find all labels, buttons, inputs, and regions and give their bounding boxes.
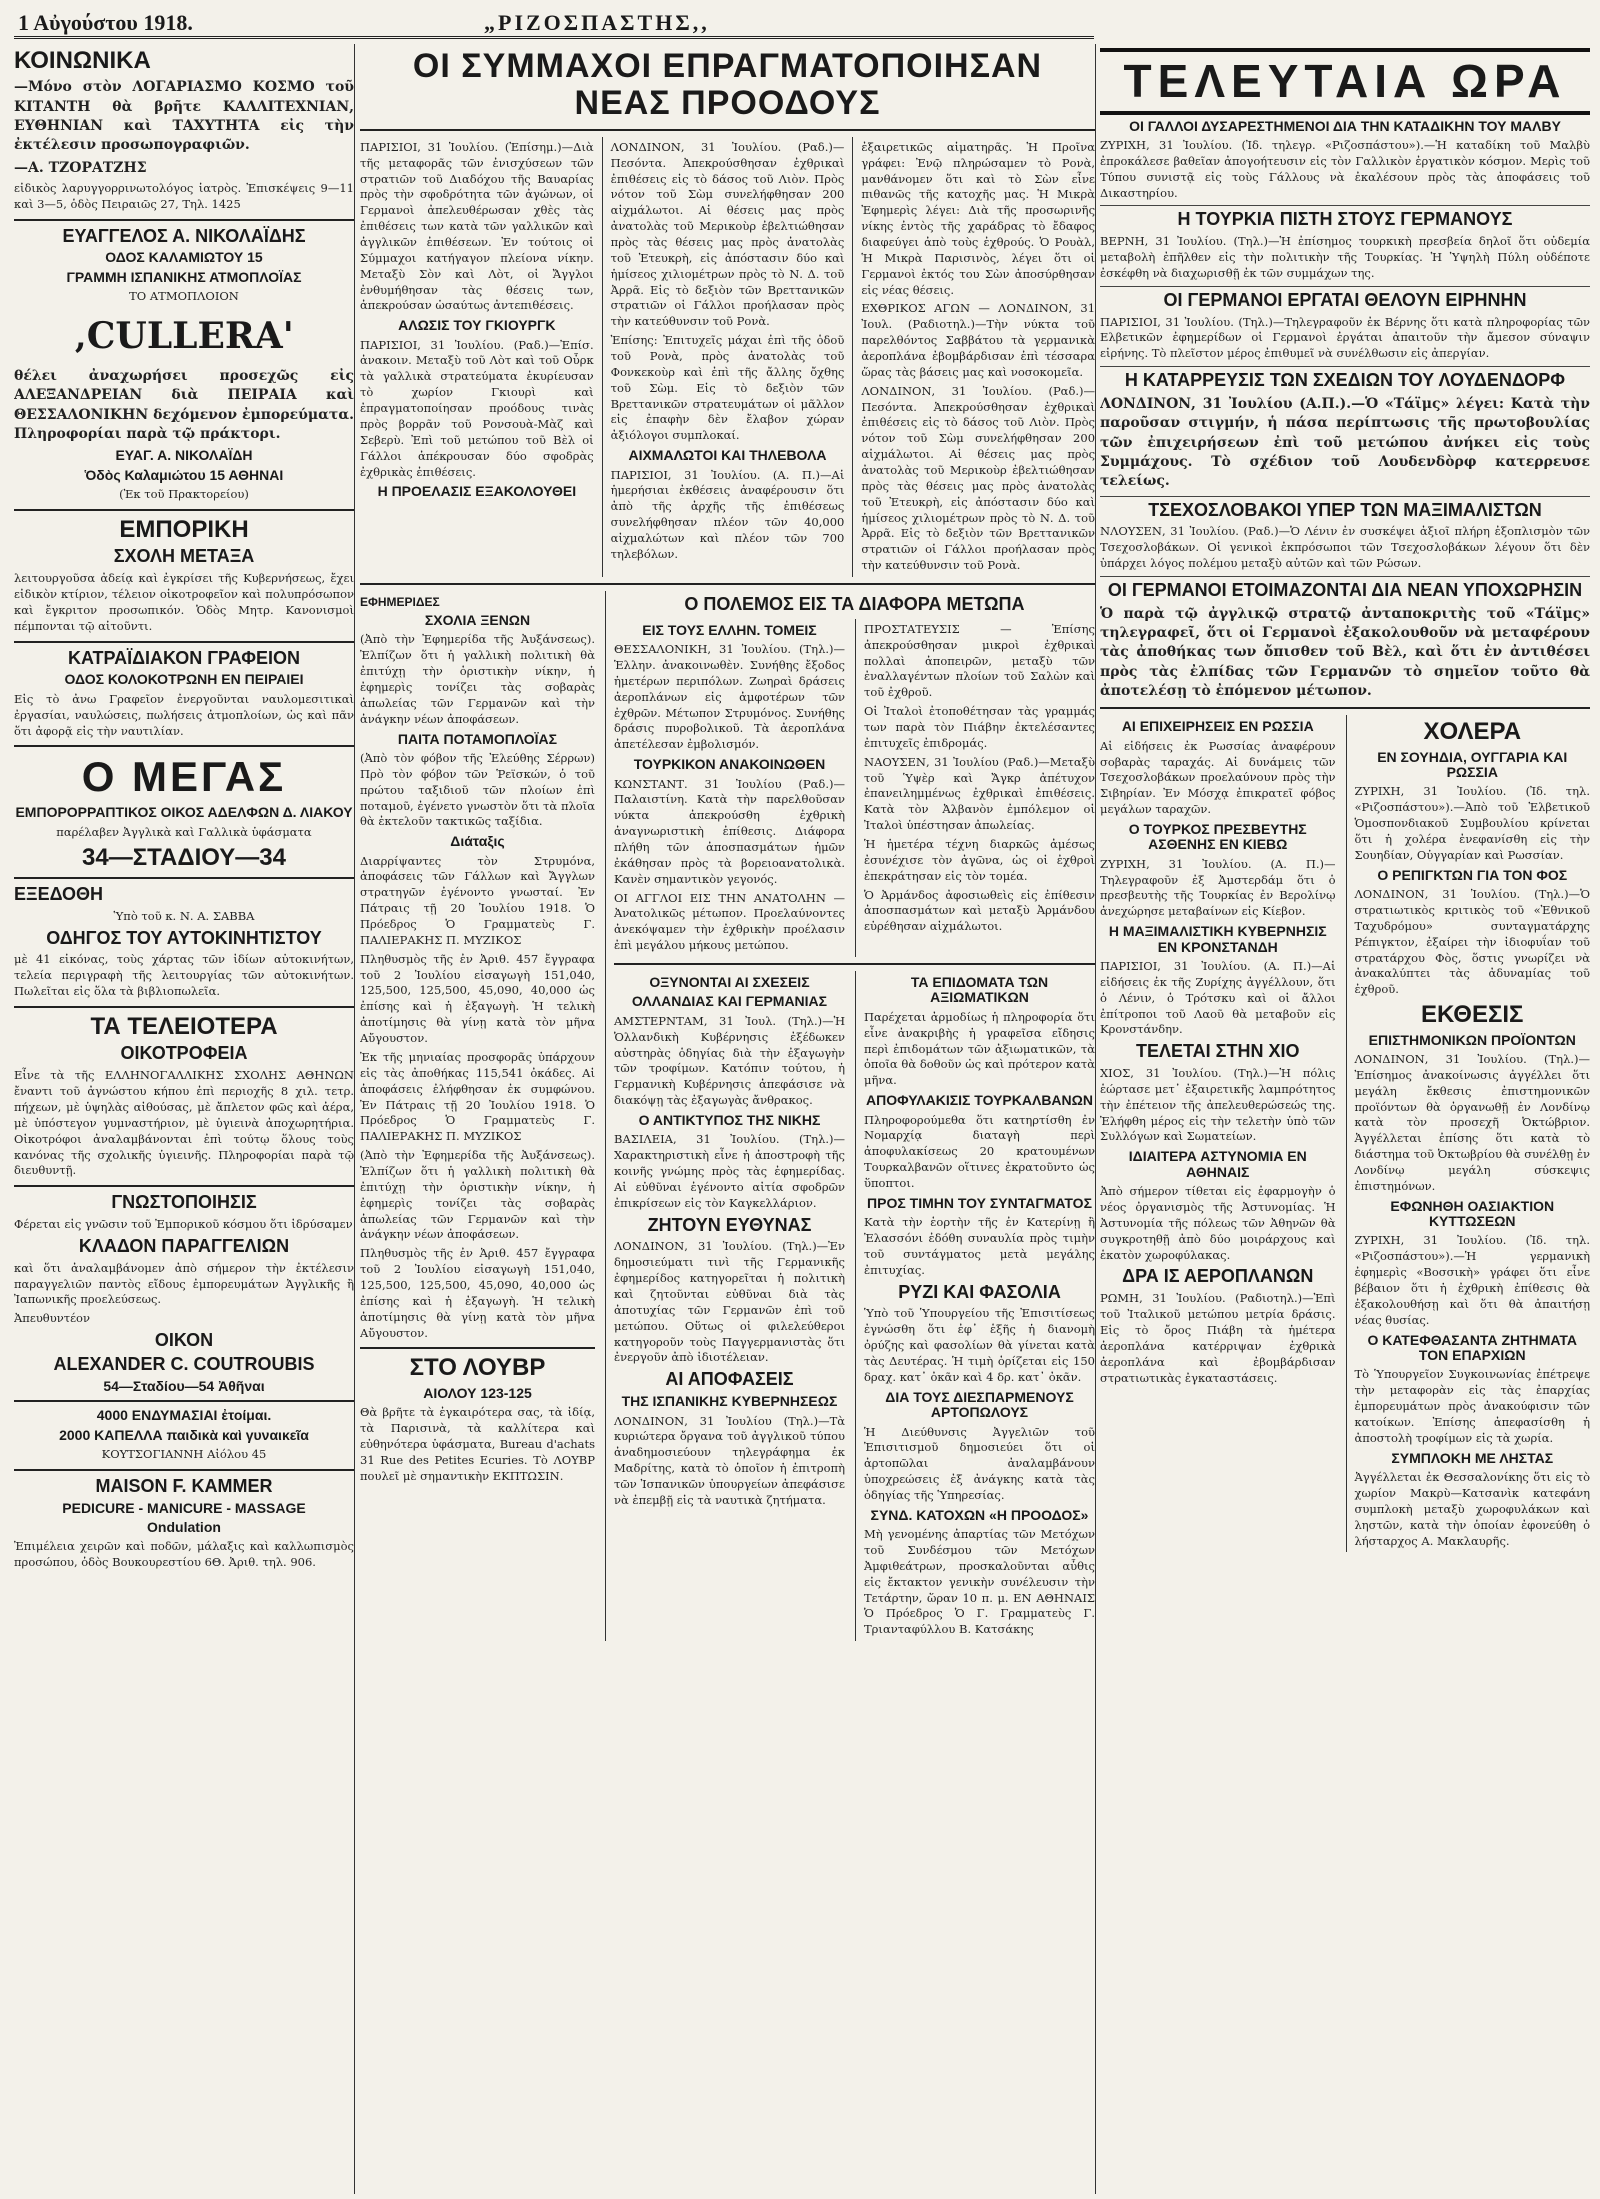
story-paragraph: ΖΥΡΙΧΗ, 31 Ἰουλίου. (Ἰδ. τηλ. «Ριζοσπάστου»).—Ἀπὸ τοῦ Ἑλβετικοῦ Ὁμοσπονδιακοῦ Συμβουλίου κρίνεται ὅτι ἡ χολέρα ἐνεφανίσθη εἰς τὴν Σουηδίαν, Οὐγγαρίαν καὶ Ρωσσίαν. — [1354, 784, 1590, 862]
divider — [14, 641, 354, 643]
top-story-columns — [360, 137, 1095, 577]
story-paragraph: ΛΟΝΔΙΝΟΝ, 31 Ἰουλίου. (Τηλ.)—Ἐπίσημος ἀνακοίνωσις ἀγγέλλει ὅτι μεγάλη ἔκθεσις ἐπιστημονικῶν προϊόντων θὰ ὀργανωθῇ ἐν Λονδίνῳ κατὰ τὸν προσεχῆ Ὀκτώβριον. Ἀγγέλλεται ἐπίσης ὅτι κατὰ τὸ διάστημα τοῦ Ὀκτωβρίου θὰ συνέλθῃ ἐν Λονδίνῳ μεγάλη σύσκεψις ἐπιστημόνων. — [1354, 1051, 1590, 1193]
divider — [360, 583, 1095, 585]
story-headline: ΖΗΤΟΥΝ ΕΥΘΥΝΑΣ — [647, 1214, 812, 1235]
story-headline: ΠΡΟΣ ΤΙΜΗΝ ΤΟΥ ΣΥΝΤΑΓΜΑΤΟΣ — [867, 1194, 1092, 1211]
story-paragraph: Κατὰ τὴν ἑορτὴν τῆς ἐν Κατερίνῃ ἢ Ἐλασσόνι ἐδόθη συναυλία πρὸς τιμὴν τοῦ συντάγματος μετὰ μεγάλης ἐπιτυχίας. — [864, 1215, 1095, 1277]
issue-date: 1 Αὐγούστου 1918. — [18, 10, 193, 35]
ad-gnost-text: Φέρεται εἰς γνῶσιν τοῦ Ἐμπορικοῦ κόσμου ὅτι ἱδρύσαμεν — [14, 1217, 353, 1232]
ad-telef-title: ΤΑ ΤΕΛΕΙΟΤΕΡΑ — [90, 1013, 278, 1041]
ad-ekdosi-text: μὲ 41 εἰκόνας, τοὺς χάρτας τῶν ἰδίων αὐτοκινήτων, τελεία περιγραφὴ τῆς λειτουργίας τῶν αὐτοκινήτων. Πωλεῖται εἰς ὅλα τὰ βιβλιοπωλεῖα. — [14, 952, 354, 999]
story-headline: Ο ΚΑΤΕΦΘΑΣΑΝΤΑ ΖΗΤΗΜΑΤΑ ΤΟΝ ΕΠΑΡΧΙΩΝ — [1367, 1331, 1578, 1363]
story-headline: ΑΠΟΦΥΛΑΚΙΣΙΣ ΤΟΥΡΚΑΛΒΑΝΩΝ — [865, 1092, 1093, 1109]
ad-school-text: λειτουργοῦσα ἀδείᾳ καὶ ἐγκρίσει τῆς Κυβερνήσεως, ἔχει εἰδικὸν κτίριον, τέλειον οἰκοτροφεῖον καὶ πολυπρόσωπον καὶ ἔγκριτον προσωπικόν. Ὁδὸς Μητρ. Κανονισμοὶ πέμπονται τῷ αἰτοῦντι. — [14, 571, 354, 633]
story-paragraph: ΘΕΣΣΑΛΟΝΙΚΗ, 31 Ἰουλίου. (Τηλ.)—Ἑλλην. ἀνακοινωθὲν. Συνήθης ἔξοδος ἡμετέρων περιπόλων. Ζωηραὶ δράσεις ἀεροπλάνων εἰς ἀμφοτέρων τῶν ἐχθρῶν. Μέτωπον Στρυμόνος. Συνήθης δράσις πυροβολικοῦ. Τὰ ἀεροπλάνα ἀπετέλεσαν ἐμβολισμόν. — [614, 642, 845, 752]
story-paragraph: ΕΧΘΡΙΚΟΣ ΑΓΩΝ — ΛΟΝΔΙΝΟΝ, 31 Ἰουλ. (Ραδιοτηλ.)—Τὴν νύκτα τοῦ παρελθόντος Σαββάτου τὰ γερμανικὰ ἀεροπλάνα ἐβομβάρδισαν ἐπὶ τέσσαρα ὥρας τὰς βάσεις μας καὶ νοσοκομεῖα. — [861, 301, 1096, 379]
divider — [360, 1347, 595, 1349]
ad-gnost-sign: Ἀπευθυντέον — [14, 1311, 90, 1326]
masthead — [14, 8, 1094, 39]
latest-hour-banner: ΤΕΛΕΥΤΑΙΑ ΩΡΑ — [1100, 48, 1590, 115]
ad-gnost-text2: καὶ ὅτι ἀναλαμβάνομεν ἀπὸ σήμερον τὴν ἐκτέλεσιν παραγγελιῶν παντὸς εἴδους ἐμπορευμάτων Ἀγγλικῆς ἢ Ἰαπωνικῆς προελεύσεως. — [14, 1260, 354, 1307]
divider — [14, 509, 354, 511]
ad-maison-sub2: Ondulation — [147, 1518, 221, 1535]
ad-sale-suits: 4000 ΕΝΔΥΜΑΣΙΑΙ ἐτοίμαι. — [96, 1407, 272, 1424]
story-paragraph: Οἱ Ἰταλοὶ ἐτοποθέτησαν τὰς γραμμάς των παρὰ τὸν Πιάβην ἐκτελέσαντες ἐπιτυχεῖς ἐπιδρομάς. — [864, 704, 1095, 750]
ad-omegas-addr: 34—ΣΤΑΔΙΟΥ—34 — [82, 843, 286, 871]
story-paragraph: ἐξαιρετικῶς αἱματηρᾶς. Ἡ Προῖνα γράφει: Ἐνῷ πληρώσαμεν τὸ Ρονὰ, μανθάνομεν ὅτι καὶ τὸ Σὼν εἶνε πιθανῶς τῆς κατοχῆς μας. Ἡ Μικρὰ Ἐφημερὶς λέγει: Διὰ τῆς προσωρινῆς νίκης ἐντὸς τῆς χαράδρας τὸ ἔδαφος διαφεύγει ἀπὸ τοὺς ἐχθρούς. Ὁ Ρουὰλ, Ἡ Μικρὰ Παρισινὸς, λέγει ὅτι οἱ Γερμανοὶ ἐκτός του Σὼν ἀποσύρθησαν εἰς νέας θέσεις. — [861, 139, 1096, 297]
ad-ship-name: ‚CULLERA' — [74, 315, 294, 358]
story-headline: ΟΙ ΓΕΡΜΑΝΟΙ ΕΤΟΙΜΑΖΟΝΤΑΙ ΔΙΑ ΝΕΑΝ ΥΠΟΧΩΡΗΣΙΝ — [1107, 579, 1583, 600]
divider — [14, 219, 354, 221]
classifieds-column — [14, 44, 355, 2194]
story-headline: ΙΔΙΑΙΤΕΡΑ ΑΣΤΥΝΟΜΙΑ ΕΝ ΑΘΗΝΑΙΣ — [1128, 1148, 1307, 1180]
divider — [14, 877, 354, 879]
story-headline: ΡΥΖΙ ΚΑΙ ΦΑΣΟΛΙΑ — [898, 1281, 1061, 1302]
story-paragraph: Πληροφορούμεθα ὅτι κατηρτίσθη ἐν Νομαρχίᾳ διαταγὴ περὶ ἀποφυλακίσεως 20 κρατουμένων Τουρκαλβανῶν οἵτινες ἐκρατοῦντο ὡς ὕποπτοι. — [864, 1112, 1095, 1190]
story-paragraph: ΒΑΣΙΛΕΙΑ, 31 Ἰουλίου. (Τηλ.)—Χαρακτηριστικὴ εἶνε ἡ ἀποστροφὴ τῆς κοινῆς γνώμης πρὸς τὰς ἐφημερίδας. Αἱ εὐθῦναι ἐγένοντο αἰτία σφοδρῶν ἐπικρίσεων εἰς τὸν Καγκελλάριον. — [614, 1132, 845, 1210]
ad-school-sub: ΣΧΟΛΗ ΜΕΤΑΞΑ — [113, 546, 255, 567]
story-subhead: Διάταξις — [450, 833, 505, 850]
story-headline: ΔΡΑ ΙΣ ΑΕΡΟΠΛΑΝΩΝ — [1122, 1266, 1314, 1287]
story-paragraph: Πληθυσμὸς τῆς ἐν Ἀριθ. 457 ἔγγραφα τοῦ 2 Ἰουλίου εἰσαγωγὴ 151,040, 125,500, 125,500, 45,090, 40,000 ὡς ἐπίσης καὶ ἡ ἐξαγωγὴ. Ἡ τελικὴ ἀποτίμησις θὰ γίνῃ κατὰ τὸν μῆνα Αὔγουστον. — [360, 951, 595, 1046]
story-paragraph: Ὑπὸ τοῦ Ὑπουργείου τῆς Ἐπισιτίσεως ἐγνώσθη ὅτι ἐφ᾽ ἑξῆς ἡ διανομὴ ὀρύζης καὶ φασολίων θὰ γίνεται κατὰ τὰς Δευτέρας. Ἡ τιμὴ ὁρίζεται εἰς 150 δραχ. κατ᾽ ὀκᾶν καὶ 4 δρ. κατ᾽ ὀκᾶν. — [864, 1306, 1095, 1384]
story-paragraph: ΡΩΜΗ, 31 Ἰουλίου. (Ραδιοτηλ.)—Ἐπὶ τοῦ Ἰταλικοῦ μετώπου μετρία δράσις. Εἰς τὸ ὄρος Πιάβη τὰ ἡμέτερα ἀεροπλάνα κατέρριψαν ἐχθρικὰ ἀεροπλάνα καὶ ἐβομβάρδισαν στρατιωτικὰς ἐγκαταστάσεις. — [1100, 1291, 1336, 1385]
ad-louvre-title: ΣΤΟ ΛΟΥΒΡ — [409, 1354, 546, 1382]
story-subhead: ΕΠΙΣΤΗΜΟΝΙΚΩΝ ΠΡΟΪΟΝΤΩΝ — [1368, 1031, 1576, 1048]
story-headline: Ο ΠΟΛΕΜΟΣ ΕΙΣ ΤΑ ΔΙΑΦΟΡΑ ΜΕΤΩΠΑ — [684, 593, 1025, 614]
divider — [1100, 205, 1590, 206]
story-headline: Η ΤΟΥΡΚΙΑ ΠΙΣΤΗ ΣΤΟΥΣ ΓΕΡΜΑΝΟΥΣ — [1177, 209, 1513, 230]
divider — [1100, 707, 1590, 709]
story-paragraph: (Ἀπὸ τὸν φόβον τῆς Ἐλεύθης Σέρρων) Πρὸ τὸν φόβον τῶν Ῥεϊσκών, ὁ τοῦ πρώτου ταξιδιοῦ τῶν πλοίων ἐπὶ ποταμοῦ, ἐγένετο γνωστὸν ὅτι τὰ πλοῖα θὰ ἐκτελοῦν τακτικῶς ταξίδια. — [360, 750, 595, 829]
story-paragraph: ΝΑΟΥΣΕΝ, 31 Ἰουλίου (Ραδ.)—Μεταξὺ τοῦ Ὑψὲρ καὶ Ἄγκρ ἀπέτυχον ἐπανειλημμένως ἐχθρικαὶ ἐπιθέσεις. Κατὰ τὸν Ἀλβανὸν ἐμπόλεμον οἱ Ἰταλοὶ ὑπέστησαν ἀπωλείας. — [864, 754, 1095, 833]
story-paragraph: ΖΥΡΙΧΗ, 31 Ἰουλίου. (Ἰδ. τηλ. «Ριζοσπάστου»).—Ἡ γερμανικὴ ἐφημερὶς «Βοσσικὴ» γράφει ὅτι εἶνε βέβαιον ὅτι ἡ ἐχθρικὴ ἐπίθεσις θὰ ἐξακολουθήσῃ καὶ ὅτι θὰ ἀπαιτήσῃ νέας θυσίας. — [1354, 1233, 1590, 1327]
section-koinonika: ΚΟΙΝΩΝΙΚΑ — [14, 47, 151, 74]
main-headline: ΟΙ ΣΥΜΜΑΧΟΙ ΕΠΡΑΓΜΑΤΟΠΟΙΗΣΑΝ ΝΕΑΣ ΠΡΟΟΔΟΥΣ — [412, 47, 1043, 123]
story-headline: ΟΞΥΝΟΝΤΑΙ ΑΙ ΣΧΕΣΕΙΣ — [649, 974, 810, 991]
war-fronts-section — [605, 591, 1095, 1641]
newspapers-section — [360, 591, 595, 1641]
story-paragraph: ΠΑΡΙΣΙΟΙ, 31 Ἰουλίου. (Τηλ.)—Τηλεγραφοῦν ἐκ Βέρνης ὅτι κατὰ πληροφορίας τῶν Ελβετικῶν ἐφημερίδων οἱ Γερμανοὶ ἐργάται ἀπαιτοῦν τὴν ἄμεσον σύναψιν εἰρήνης. Τὸ πλεῖστον μέρος ἐπιθυμεῖ νὰ συνέλθωσιν εἰς ἀπεργίαν. — [1100, 314, 1590, 361]
story-headline: ΣΥΜΠΛΟΚΗ ΜΕ ΛΗΣΤΑΣ — [1391, 1449, 1554, 1466]
story-paragraph: ΛΟΝΔΙΝΟΝ, 31 Ἰουλίου (Τηλ.)—Τὰ κυριώτερα ὄργανα τοῦ ἀγγλικοῦ τύπου ἀναδημοσιεύουν τηλεγράφημα ἐκ Μαδρίτης, κατὰ τὸ ὁποῖον ἡ ἐπιτροπὴ τῶν Ἰσπανικῶν ὑπουργείων ἀπεφάσισε νὰ ἐπεμβῇ εἰς τὰ ναυτικὰ ζητήματα. — [614, 1413, 845, 1507]
story-paragraph: Ἀγγέλλεται ἐκ Θεσσαλονίκης ὅτι εἰς τὸ χωρίον Μακρὺ—Κατσανὶκ κατεφάνη συμπλοκὴ μεταξὺ χωροφυλάκων καὶ ληστῶν, κατὰ τὴν ὁποίαν ἐφονεύθη ὁ λήσταρχος Α. Μακλαυρῆς. — [1354, 1470, 1590, 1548]
ad-sale-hats: 2000 ΚΑΠΕΛΛΑ παιδικὰ καὶ γυναικεῖα — [59, 1426, 309, 1443]
section-label: ΕΦΗΜΕΡΙΔΕΣ — [360, 594, 440, 609]
story-headline: Η ΚΑΤΑΡΡΕΥΣΙΣ ΤΩΝ ΣΧΕΔΙΩΝ ΤΟΥ ΛΟΥΔΕΝΔΟΡΦ — [1124, 370, 1566, 391]
story-paragraph: ΟΙ ΑΓΓΛΟΙ ΕΙΣ ΤΗΝ ΑΝΑΤΟΛΗΝ — Ἀνατολικῶς μέτωπον. Προελαύνοντες ἀνεκόψαμεν τὴν ἐχθρικὴν προέλασιν ἐπὶ μεγάλου μήκους μετώπου. — [614, 890, 845, 953]
ad-telef-sub: ΟΙΚΟΤΡΟΦΕΙΑ — [120, 1043, 248, 1064]
story-paragraph: ΛΟΝΔΙΝΟΝ, 31 Ἰουλίου. (Τηλ.)—Ὁ στρατιωτικὸς κριτικὸς τοῦ «Ἐθνικοῦ Ταχυδρόμου» συνταγματάρχης Ρέπιγκτον, ἐξαίρει τὴν ἰδιοφυΐαν τοῦ στρατάρχου Φὸς, ὅστις γνωρίζει νὰ ἀνακαλύπτει τὰς ἀδυναμίας τοῦ ἐχθροῦ. — [1354, 887, 1590, 997]
story-paragraph: ΠΡΟΣΤΑΤΕΥΣΙΣ — Ἐπίσης ἀπεκρούσθησαν μικροὶ ἐχθρικαὶ πολλαὶ ἀποπειρῶν, μεταξὺ τῶν ἐναλλαγέντων πλοίων τοῦ Σαλὼν καὶ τοῦ ἐχθροῦ. — [864, 621, 1095, 700]
story-paragraph: Ὁ Ἀρμάνδος ἀφοσιωθεὶς εἰς ἐπίθεσιν ἀποσπασμάτων καὶ μεταξὺ Ἀρμάνδου εὑρέθησαν αἰχμάλωτοι. — [864, 887, 1095, 934]
ad-maison-sub: PEDICURE - MANICURE - MASSAGE — [62, 1499, 306, 1516]
story-headline: Ο ΡΕΠΙΓΚΤΩΝ ΓΙΑ ΤΟΝ ΦΟΣ — [1377, 866, 1568, 883]
story-headline: Ο ΑΝΤΙΚΤΥΠΟΣ ΤΗΣ ΝΙΚΗΣ — [638, 1111, 821, 1128]
story-paragraph: ΚΩΝΣΤΑΝΤ. 31 Ἰουλίου (Ραδ.)—Παλαιστίνη. Κατὰ τὴν παρελθοῦσαν νύκτα ἀπεκρούσθη ἐχθρικὴ ἀναγνωριστικὴ ἐπίθεσις. Διάφορα πλήθη τῶν ἀποσπασμάτων ἡμῶν ἐκάθησαν πρὸς τὰ βορειοανατολικὰ. Κανὲν σημαντικὸν γεγονός. — [614, 776, 845, 886]
divider — [14, 1006, 354, 1008]
divider — [14, 1400, 354, 1402]
story-paragraph: Ἡ Διεύθυνσις Ἀγγελιῶν τοῦ Ἐπισιτισμοῦ δημοσιεύει ὅτι οἱ ἀρτοπῶλαι ἀναλαμβάνουν ὑποχρεώσεις ἐξ ἀνάγκης κατὰ τὰς ὁδηγίας τῆς Ὑπηρεσίας. — [864, 1424, 1095, 1502]
story-paragraph: Τὸ Ὑπουργεῖον Συγκοινωνίας ἐπέτρεψε τὴν μεταφορὰν εἰς τὰς ἐπαρχίας ἐμπορευμάτων πρὸς ἀνακούφισιν τῶν κατοίκων. Ἐπίσης ἀπεφασίσθη ἡ ἀποστολὴ τροφίμων εἰς τὰ χωρία. — [1354, 1367, 1590, 1445]
ad-oikon: ΟΙΚΟΝ — [154, 1330, 214, 1351]
ad-doctor-text: εἰδικὸς λαρυγγορρινωτολόγος ἰατρὸς. Ἐπισκέψεις 9—11 καὶ 3—5, ὁδὸς Πειραιῶς 27, Τηλ. 1425 — [14, 180, 354, 211]
divider — [360, 129, 1095, 131]
story-subhead: ΤΟΥΡΚΙΚΟΝ ΑΝΑΚΟΙΝΩΘΕΝ — [633, 756, 826, 773]
story-headline: ΔΙΑ ΤΟΥΣ ΔΙΕΣΠΑΡΜΕΝΟΥΣ ΑΡΤΟΠΩΛΟΥΣ — [885, 1388, 1074, 1421]
ad-ekdosi-title: ΟΔΗΓΟΣ ΤΟΥ ΑΥΤΟΚΙΝΗΤΙΣΤΟΥ — [46, 927, 322, 948]
divider — [14, 1185, 354, 1187]
story-paragraph: ΠΑΡΙΣΙΟΙ, 31 Ἰουλίου. (Ραδ.)—Ἐπίσ. ἀνακοιν. Μεταξὺ τοῦ Λὸτ καὶ τοῦ Οὖρκ τὰ γαλλικὰ στρατεύματα ἐκυρίευσαν τὸ χωρίον Γκιουρὶ καὶ ἐπραγματοποίησαν προόδους τινὰς πρὸς βορρᾶν τοῦ Ρονσουὰ-Μὰζ καὶ Σεβερὺ. Ἐπὶ τοῦ μετώπου τοῦ Βὲλ οἱ Γάλλοι ἀπέκρουσαν δύο σφοδρὰς ἐχθρικὰς ἐπιθέσεις. — [360, 337, 594, 479]
ad-oikon-name: ALEXANDER C. COUTROUBIS — [53, 1353, 315, 1374]
divider — [1100, 286, 1590, 287]
ad-shipping-agent: ΕΥΑΓ. Α. ΝΙΚΟΛΑΪΔΗ — [115, 447, 253, 464]
story-headline: ΤΑ ΕΠΙΔΟΜΑΤΑ ΤΩΝ ΑΞΙΩΜΑΤΙΚΩΝ — [910, 974, 1049, 1006]
story-headline: ΤΣΕΧΟΣΛΟΒΑΚΟΙ ΥΠΕΡ ΤΩΝ ΜΑΞΙΜΑΛΙΣΤΩΝ — [1148, 499, 1542, 520]
story-subhead: ΕΙΣ ΤΟΥΣ ΕΛΛΗΝ. ΤΟΜΕΙΣ — [642, 621, 817, 638]
divider — [1100, 576, 1590, 577]
story-paragraph: ΠΑΡΙΣΙΟΙ, 31 Ἰουλίου. (Α. Π.)—Αἱ εἰδήσεις ἐκ τῆς Ζυρίχης ἀγγέλλουν, ὅτι ὁ Λένιν, ὁ Τρότσκυ καὶ οἱ ἄλλοι ἐπίτροποι τοῦ Λαοῦ θὰ μεταβοῦν εἰς Κρονστάνδην. — [1100, 958, 1336, 1037]
story-paragraph: (Ἀπὸ τὴν Ἐφημερίδα τῆς Ἀυξάνσεως). Ἐλπίζων ὅτι ἡ γαλλικὴ πολιτικὴ θὰ ἐπιτύχῃ τὴν ὁριστικὴν νίκην, ἡ ἐφημερὶς τονίζει τὰς σοβαρὰς ἀπωλείας τῶν Γερμανῶν καὶ τὴν ἀνάγκην νέων ἀποφάσεων. — [360, 1148, 595, 1242]
ad-shipping-agent-addr: Ὁδὸς Καλαμιώτου 15 ΑΘΗΝΑΙ — [84, 466, 284, 483]
ad-maison-text: Ἐπιμέλεια χειρῶν καὶ ποδῶν, μάλαξις καὶ καλλωπισμὸς προσώπου, ὁδὸς Βουκουρεστίου 6Θ. Ἀριθ. τηλ. 906. — [14, 1539, 354, 1570]
ad-omegas-text: παρέλαβεν Ἀγγλικὰ καὶ Γαλλικὰ ὑφάσματα — [56, 824, 312, 839]
ad-office-text: Εἰς τὸ ἀνω Γραφεῖον ἐνεργοῦνται ναυλομεσιτικαὶ ἐργασίαι, ναυλώσεις, πωλήσεις ἀτμοπλοίων, ὡς καὶ πᾶν ὅτι ἀφορᾷ εἰς τὴν ναυτιλίαν. — [14, 691, 354, 738]
story-paragraph: ΧΙΟΣ, 31 Ἰουλίου. (Τηλ.)—Ἡ πόλις ἑώρτασε μετ᾽ ἐξαιρετικῆς λαμπρότητος τὴν ἐπέτειον τῆς ἀπελευθερώσεώς της. Ἐλήφθη μέρος εἰς τὴν τελετὴν ὑπὸ τῶν Συλλόγων καὶ Σωματείων. — [1100, 1066, 1336, 1144]
ad-shipping-name: ΕΥΑΓΓΕΛΟΣ Α. ΝΙΚΟΛΑΪΔΗΣ — [62, 225, 306, 246]
story-headline: ΕΦΩΝΗΘΗ ΟΑΣΙΑΚΤΙΟΝ ΚΥΤΤΩΣΕΩΝ — [1390, 1197, 1555, 1230]
story-paragraph: Ὁ παρὰ τῷ ἀγγλικῷ στρατῷ ἀνταποκριτὴς τοῦ «Τάϊμς» τηλεγραφεῖ, ὅτι οἱ Γερμανοὶ ἐξακολουθοῦν νὰ μεταφέρουν τὰς ἀποθήκας των ὄπισθεν τοῦ Βὲλ, καὶ ὅτι ἐν ἀντιθέσει πρὸς τὰς ἐλπίδας τῶν Γερμανῶν τὸ σημεῖον τοῦτο θὰ ἀποτελέσῃ τὸ ἐπόμενον μέτωπον. — [1100, 605, 1590, 699]
ad-sale-addr: ΚΟΥΤΣΟΓΙΑΝΝΗ Αἰόλου 45 — [101, 1446, 267, 1461]
story-paragraph: Ἀπὸ σήμερον τίθεται εἰς ἐφαρμογὴν ὁ νέος ὀργανισμὸς τῆς Ἀστυνομίας. Ἡ Ἀστυνομία τῆς πόλεως τῶν Ἀθηνῶν θὰ συγκροτηθῇ ἀπὸ δύο μοιράρχους καὶ ἑκατὸν χωροφύλακας. — [1100, 1184, 1336, 1262]
story-paragraph: ΝΛΟΥΣΕΝ, 31 Ἰουλίου. (Ραδ.)—Ὁ Λένιν ἐν συσκέψει ἀξιοῖ πλήρη ἐξοπλισμὸν τῶν Τσεχοσλοβάκων. Οἱ γενικοὶ ἐκπρόσωποι τῶν Τσεχοσλοβάκων λέγουν ὅτι δὲν ὑπάρχει λόγος πολέμου μεταξὺ αὐτῶν καὶ τῶν Ρώσων. — [1100, 524, 1590, 571]
ad-shipping-addr: ΟΔΟΣ ΚΑΛΑΜΙΩΤΟΥ 15 — [105, 249, 263, 266]
story-subhead: ΑΛΩΣΙΣ ΤΟΥ ΓΚΙΟΥΡΓΚ — [398, 317, 556, 334]
story-headline: ΣΥΝΔ. ΚΑΤΟΧΩΝ «Η ΠΡΟΟΔΟΣ» — [870, 1506, 1089, 1523]
ad-office-sub: ΟΔΟΣ ΚΟΛΟΚΟΤΡΩΝΗ ΕΝ ΠΕΙΡΑΙΕΙ — [64, 671, 304, 688]
story-subhead: ΑΙΧΜΑΛΩΤΟΙ ΚΑΙ ΤΗΛΕΒΟΛΑ — [628, 447, 827, 464]
story-paragraph: Πληθυσμὸς τῆς ἐν Ἀριθ. 457 ἔγγραφα τοῦ 2 Ἰουλίου εἰσαγωγὴ 151,040, 125,500, 125,500, 45,090, 40,000 ὡς ἐπίσης καὶ ἡ ἐξαγωγὴ. Ἡ τελικὴ ἀποτίμησις θὰ γίνῃ κατὰ τὸν μῆνα Αὔγουστον. — [360, 1246, 595, 1340]
story-paragraph: ΑΜΣΤΕΡΝΤΑΜ, 31 Ἰουλ. (Τηλ.)—Ἡ Ὁλλανδικὴ Κυβέρνησις ἐξέδωκεν αὐστηρὰς ὁδηγίας διὰ τὴν ἐξαγωγὴν τῶν τροφίμων. Κατόπιν τούτου, ἡ Γερμανικὴ Κυβέρνησις ἀπεφάσισε νὰ διακόψῃ τὰς ἐξαγωγὰς ἄνθρακος. — [614, 1013, 845, 1108]
story-headline: Η ΜΑΞΙΜΑΛΙΣΤΙΚΗ ΚΥΒΕΡΝΗΣΙΣ ΕΝ ΚΡΟΝΣΤΑΝΔΗ — [1108, 923, 1327, 955]
story-subhead: ΟΛΛΑΝΔΙΑΣ ΚΑΙ ΓΕΡΜΑΝΙΑΣ — [631, 993, 828, 1010]
ad-telef-text: Εἶνε τὰ τῆς ΕΛΛΗΝΟΓΑΛΛΙΚΗΣ ΣΧΟΛΗΣ ΑΘΗΝΩΝ ἔναντι τοῦ ἀγνώστου κήπου ἐπὶ περιοχῆς 8 χιλ. τετρ. πήχεων, μὲ ὑψηλὰς αἰθούσας, μὲ ἄπλετον φῶς καὶ ἀέρα, μὲ ὑπόστεγον γυμναστήριον, μὲ ὑγιεινὰ ἀποχωρητήρια. Οἰκοτρόφοι ἀναλαμβάνονται ἐπὶ τούτῳ ὅλους τοὺς κανόνας τῆς σχολικῆς ὑγιεινῆς. Πληροφορίαι παρὰ τῷ διευθυντῇ. — [14, 1068, 354, 1178]
divider — [1100, 496, 1590, 497]
ad-omegas-title: Ο ΜΕΓΑΣ — [81, 753, 287, 801]
story-paragraph: Διαρρίψαντες τὸν Στρυμόνα, ἀποφάσεις τῶν Γάλλων καὶ Ἄγγλων στρατηγῶν ἐγένοντο γνωσταί. Ἐν Πάτραις τῇ 20 Ἰουλίου 1918. Ὁ Πρόεδρος Ὁ Γραμματεὺς Γ. ΠΑΛΙΕΡΑΚΗΣ Π. ΜΥΖΙΚΟΣ — [360, 853, 595, 947]
ad-omegas-sub: ΕΜΠΟΡΟΡΡΑΠΤΙΚΟΣ ΟΙΚΟΣ ΑΔΕΛΦΩΝ Δ. ΛΙΑΚΟΥ — [15, 804, 353, 821]
ad-louvre-text: Θὰ βρῆτε τὰ ἐγκαιρότερα σας, τὰ ἰδίᾳ, τὰ Παρισινὰ, τὰ καλλίτερα καὶ εὐθηνότερα ὑφάσματα, Bureau d'achats 31 Rue des Petites Ecuries. Τὸ ΛΟΥΒΡ πουλεῖ μὲ σημαντικὴν ΕΚΠΤΩΣΙΝ. — [360, 1405, 595, 1483]
story-paragraph: Μὴ γενομένης ἀπαρτίας τῶν Μετόχων τοῦ Συνδέσμου τῶν Μετόχων Ἀμφιθεάτρων, προσκαλοῦνται αὖθις εἰς ἔκτακτον γενικὴν συνέλευσιν τὴν Τετάρτην, ὥραν 10 π. μ. ΕΝ ΑΘΗΝΑΙΣ Ὁ Πρόεδρος Ὁ Γ. Γραμματεὺς Γ. Τριανταφύλλου Β. Κατσάκης — [864, 1527, 1095, 1637]
story-paragraph: ΛΟΝΔΙΝΟΝ, 31 Ἰουλίου. (Τηλ.)—Ἐν δημοσιεύματι τινὶ τῆς Γερμανικῆς ἐφημερίδος κατηγορεῖται ἡ πολιτικὴ καὶ ζητοῦνται εὐθῦναι διὰ τὰς ἀποτυχίας τῶν Γερμανῶν ἐπὶ τοῦ μετώπου. Οὕτως οἱ φιλελεύθεροι κατηγοροῦν τοὺς Παγγερμανιστὰς ὅτι ἐνεργοῦν ἀπὸ ἰδιοτέλειαν. — [614, 1239, 845, 1365]
story-headline: ΧΟΛΕΡΑ — [1423, 718, 1522, 746]
ad-shipping-note: (Ἐκ τοῦ Πρακτορείου) — [119, 487, 249, 502]
ad-shipping-to: ΤΟ ΑΤΜΟΠΛΟΙΟΝ — [129, 289, 239, 304]
story-paragraph: Ἐκ τῆς μηνιαίας προσφορᾶς ὑπάρχουν εἰς τὰς ἀποθήκας 115,541 ὀκάδες. Αἱ ἀποφάσεις ἐλήφθησαν ἐκ συμφώνου. Ἐν Πάτραις τῇ 20 Ἰουλίου 1918. Ὁ Πρόεδρος Ὁ Γραμματεὺς Γ. ΠΑΛΙΕΡΑΚΗΣ Π. ΜΥΖΙΚΟΣ — [360, 1049, 595, 1144]
story-paragraph: ΖΥΡΙΧΗ, 31 Ἰουλίου. (Ἰδ. τηλεγρ. «Ριζοσπάστου»).—Ἡ καταδίκη τοῦ Μαλβὺ ἐπροκάλεσε βαθεῖαν ἀπογοήτευσιν εἰς τὸν Γαλλικὸν ἐργατικὸν κόσμον. Μερὶς τοῦ Τύπου συνιστᾷ εἰς τοὺς Γάλλους νὰ ἐκαλέσουν πρὸς τὰς ἀποφάσεις τοῦ Δικαστηρίου. — [1100, 137, 1590, 200]
story-subhead: ΤΗΣ ΙΣΠΑΝΙΚΗΣ ΚΥΒΕΡΝΗΣΕΩΣ — [621, 1393, 838, 1410]
latest-news-column — [1100, 44, 1590, 2194]
ad-gnost-firm: ΚΛΑΔΟΝ ΠΑΡΑΓΓΕΛΙΩΝ — [78, 1235, 290, 1256]
newspaper-name: „ΡΙΖΟΣΠΑΣΤΗΣ,, — [484, 10, 710, 35]
story-headline: ΑΙ ΕΠΙΧΕΙΡΗΣΕΙΣ ΕΝ ΡΩΣΣΙΑ — [1121, 718, 1314, 735]
ad-school-title: ΕΜΠΟΡΙΚΗ — [119, 516, 249, 543]
lower-section — [360, 591, 1095, 1641]
ad-gnost-title: ΓΝΩΣΤΟΠΟΙΗΣΙΣ — [111, 1192, 257, 1213]
story-subhead: Η ΠΡΟΕΛΑΣΙΣ ΕΞΑΚΟΛΟΥΘΕΙ — [377, 483, 577, 500]
ad-office-title: ΚΑΤΡΑΪΔΙΑΚΟΝ ΓΡΑΦΕΙΟΝ — [67, 647, 301, 668]
story-subhead: ΠΑΙΤΑ ΠΟΤΑΜΟΠΛΟΪΑΣ — [397, 730, 558, 747]
story-paragraph: Ἡ ἡμετέρα τέχνη διαρκῶς ἀμέσως ἐσυνέχισε τὸν ἀγῶνα, ὡς οἱ ἐχθροὶ ἐπεκράτησαν εἰς τὸν τομέα. — [864, 836, 1095, 883]
story-paragraph: Ἐπίσης: Ἐπιτυχεῖς μάχαι ἐπὶ τῆς ὁδοῦ τοῦ Ρονὰ, πρὸς ἀνατολὰς τοῦ Φονκεκοὺρ καὶ ἐπὶ τῆς ἄλλης ὄχθης τοῦ Σὼμ. Εἰς τὸ δεξιὸν τῶν Βρεττανικῶν στρατευμάτων οἱ μᾶλλον εἰς ἐπαφὴν δὲν ἔλαβον χώραν ἀξιόλογοι συμπλοκαί. — [610, 333, 845, 443]
ad-maison: MAISON F. KAMMER — [95, 1475, 273, 1496]
story-paragraph: ΒΕΡΝΗ, 31 Ἰουλίου. (Τηλ.)—Ἡ ἐπίσημος τουρκικὴ πρεσβεία δηλοῖ ὅτι οὐδεμία μεταβολὴ ἐπῆλθεν εἰς τὴν πολιτικὴν τῆς Τουρκίας. Ἡ Ὑψηλὴ Πύλη οὐδέποτε ἐσκέφθη νὰ διαχωρισθῇ ἐκ τῶν συμμάχων της. — [1100, 234, 1590, 280]
story-headline: ΤΕΛΕΤΑΙ ΣΤΗΝ ΧΙΟ — [1136, 1041, 1300, 1062]
story-paragraph: ΖΥΡΙΧΗ, 31 Ἰουλίου. (Α. Π.)—Τηλεγραφοῦν ἐξ Ἀμστερδάμ ὅτι ὁ πρεσβευτὴς τῆς Τουρκίας ἐν Βερολίνῳ ἀνεχώρησε μεταβαίνων εἰς Κίεβον. — [1100, 856, 1336, 919]
story-headline: ΑΙ ΑΠΟΦΑΣΕΙΣ — [665, 1369, 794, 1390]
divider — [614, 963, 1095, 965]
story-paragraph: ΠΑΡΙΣΙΟΙ, 31 Ἰουλίου. (Ἐπίσημ.)—Διὰ τῆς μεταφορᾶς τῶν ἐνισχύσεων τῶν στρατιῶν τοῦ Διαδόχου τῆς Βαυαρίας πρὸς τὴν σφοδρότητα τῶν ἀγώνων, οἱ Γερμανοὶ ἀπελευθέρωσαν χθὲς τὰς ἐπιθέσεις των κατὰ τῶν γαλλικῶν καὶ ἀγγλικῶν ἐπιθέσεων. Ἐν τούτοις οἱ Σύμμαχοι κατήγαγον πλείονα νίκην. Μεταξὺ Σὸν καὶ Λὸτ, οἱ Ἄγγλοι ἐνθυμήθησαν τὰς θέσεις των, ἀπεκρούσαν ὡσαύτως ἀντεπιθέσεις. — [360, 139, 594, 313]
ad-louvre-addr: ΑΙΟΛΟΥ 123-125 — [423, 1384, 532, 1401]
story-paragraph: ΛΟΝΔΙΝΟΝ, 31 Ἰουλίου (Α.Π.).—Ὁ «Τάϊμς» λέγει: Κατὰ τὴν παροῦσαν στιγμήν, ἡ πάσα περίπτωσις τῆς πρωτοβουλίας τῶν ἐπιχειρήσεων ἐπὶ τοῦ μετώπου ἀνήκει εἰς τοὺς Συμμάχους. Τὸ σχέδιον τοῦ Λουδενδὸρφ κατερρευσε τελείως. — [1100, 395, 1590, 490]
ad-ekdosi-label: ΕΞΕΔΟΘΗ — [14, 884, 104, 905]
story-headline: ΕΚΘΕΣΙΣ — [1421, 1001, 1524, 1029]
main-news-column — [360, 44, 1096, 2194]
story-paragraph: ΠΑΡΙΣΙΟΙ, 31 Ἰουλίου. (Α. Π.)—Αἱ ἡμερήσιαι ἐκθέσεις ἀναφέρουσιν ὅτι ἀπὸ τῆς ἀρχῆς τῆς ἐπιθέσεως συνελήφθησαν πλέον τῶν 40,000 αἰχμαλώτων καὶ πλέον τῶν 700 τηλεβόλων. — [610, 467, 845, 561]
ad-oikon-addr: 54—Σταδίου—54 Ἀθῆναι — [103, 1377, 265, 1394]
divider — [14, 745, 354, 747]
story-subhead: ΕΝ ΣΟΥΗΔΙΑ, ΟΥΓΓΑΡΙΑ ΚΑΙ ΡΩΣΣΙΑ — [1377, 748, 1568, 781]
ad-doctor-name: —Α. ΤΖΟΡΑΤΖΗΣ — [14, 159, 147, 176]
story-paragraph: Αἱ εἰδήσεις ἐκ Ρωσσίας ἀναφέρουν σοβαρὰς ταραχάς. Αἱ δυνάμεις τῶν Τσεχοσλοβάκων προελαύνουν πρὸς τὴν Σιβηρίαν. Ἐν Μόσχᾳ ἐπικρατεῖ φόβος μεγάλων ταραχῶν. — [1100, 738, 1336, 817]
ad-ekdosi-by: Ὑπὸ τοῦ κ. Ν. Α. ΣΑΒΒΑ — [113, 908, 255, 923]
story-headline: Ο ΤΟΥΡΚΟΣ ΠΡΕΣΒΕΥΤΗΣ ΑΣΘΕΝΗΣ ΕΝ ΚΙΕΒΩ — [1128, 820, 1307, 853]
ad-photo-studio: —Μόνο στὸν ΛΟΓΑΡΙΑΣΜΟ ΚΟΣΜΟ τοῦ ΚΙΤΑΝΤΗ θὰ βρῆτε ΚΑΛΛΙΤΕΧΝΙΑΝ, ΕΥΘΗΝΙΑΝ καὶ ΤΑΧΥΤΗΤΑ εἰς τὴν ἐκτέλεσιν προσωπογραφιῶν. — [14, 79, 354, 154]
story-headline: ΟΙ ΓΕΡΜΑΝΟΙ ΕΡΓΑΤΑΙ ΘΕΛΟΥΝ ΕΙΡΗΝΗΝ — [1163, 289, 1527, 310]
story-paragraph: ΛΟΝΔΙΝΟΝ, 31 Ἰουλίου. (Ραδ.)—Πεσόντα. Ἀπεκρούσθησαν ἐχθρικαὶ ἐπιθέσεις εἰς τὸ δάσος τοῦ Λιὸν. Πρὸς νότον τοῦ Σὼμ συνελήφθησαν 200 αἰχμάλωτοι. Αἱ θέσεις μας πρὸς ἀνατολὰς τοῦ Μερικοὺρ ἐβελτιώθησαν πρὸς τὰς θέσεις μας πρὸς ἀνατολὰς τοῦ Ἐτευκρὴ, εἰς ἀπόστασιν δύο καὶ ἡμίσεος χιλιομέτρων πρὸς τὸ Ν. Δ. τοῦ Ἀρρᾶ. Εἰς τὸ δεξιὸν τῶν Βρεττανικῶν στρατιῶν οἱ Γάλλοι προήλασαν πρὸς τὴν κατεύθυνσιν τοῦ Ρονὰ. — [610, 139, 845, 329]
divider — [14, 1469, 354, 1471]
divider — [1100, 366, 1590, 367]
story-paragraph: ΛΟΝΔΙΝΟΝ, 31 Ἰουλίου. (Ραδ.)—Πεσόντα. Ἀπεκρούσθησαν ἐχθρικαὶ ἐπιθέσεις εἰς τὸ δάσος τοῦ Λιὸν. Πρὸς νότον τοῦ Σὼμ συνελήφθησαν 200 αἰχμάλωτοι. Αἱ θέσεις μας πρὸς ἀνατολὰς τοῦ Μερικοὺρ ἐβελτιώθησαν πρὸς τὰς θέσεις μας πρὸς ἀνατολὰς τοῦ Ἐτευκρὴ, εἰς ἀπόστασιν δύο καὶ ἡμίσεος χιλιομέτρων πρὸς τὸ Ν. Δ. τοῦ Ἀρρᾶ. Εἰς τὸ δεξιὸν τῶν Βρεττανικῶν στρατιῶν οἱ Γάλλοι προήλασαν πρὸς τὴν κατεύθυνσιν τοῦ Ρονὰ. — [861, 383, 1096, 573]
story-subhead: ΣΧΟΛΙΑ ΞΕΝΩΝ — [424, 611, 531, 628]
story-paragraph: Παρέχεται ἀρμοδίως ἡ πληροφορία ὅτι εἶνε ἀνακριβὴς ἡ γραφεῖσα εἴδησις περὶ ἐπιδομάτων τῶν ἀξιωματικῶν, τὰ ὁποῖα θὰ δοθοῦν ὡς καὶ πρότερον κατὰ μῆνα. — [864, 1009, 1095, 1088]
ad-shipping-line: ΓΡΑΜΜΗ ΙΣΠΑΝΙΚΗΣ ΑΤΜΟΠΛΟΪΑΣ — [66, 268, 302, 285]
ad-shipping-text: θέλει ἀναχωρήσει προσεχῶς εἰς ΑΛΕΞΑΝΔΡΕΙΑΝ διὰ ΠΕΙΡΑΙΑ καὶ ΘΕΣΣΑΛΟΝΙΚΗΝ δεχόμενον ἐμπορεύματα. Πληροφορίαι παρὰ τῷ πράκτορι. — [14, 368, 354, 443]
story-paragraph: (Ἀπὸ τὴν Ἐφημερίδα τῆς Ἀυξάνσεως). Ἐλπίζων ὅτι ἡ γαλλικὴ πολιτικὴ θὰ ἐπιτύχῃ τὴν ὁριστικὴν νίκην, ἡ ἐφημερὶς τονίζει τὰς σοβαρὰς ἀπωλείας τῶν Γερμανῶν καὶ τὴν ἀνάγκην νέων ἀποφάσεων. — [360, 632, 595, 726]
story-headline: ΟΙ ΓΑΛΛΟΙ ΔΥΣΑΡΕΣΤΗΜΕΝΟΙ ΔΙΑ ΤΗΝ ΚΑΤΑΔΙΚΗΝ ΤΟΥ ΜΑΛΒΥ — [1129, 117, 1561, 134]
